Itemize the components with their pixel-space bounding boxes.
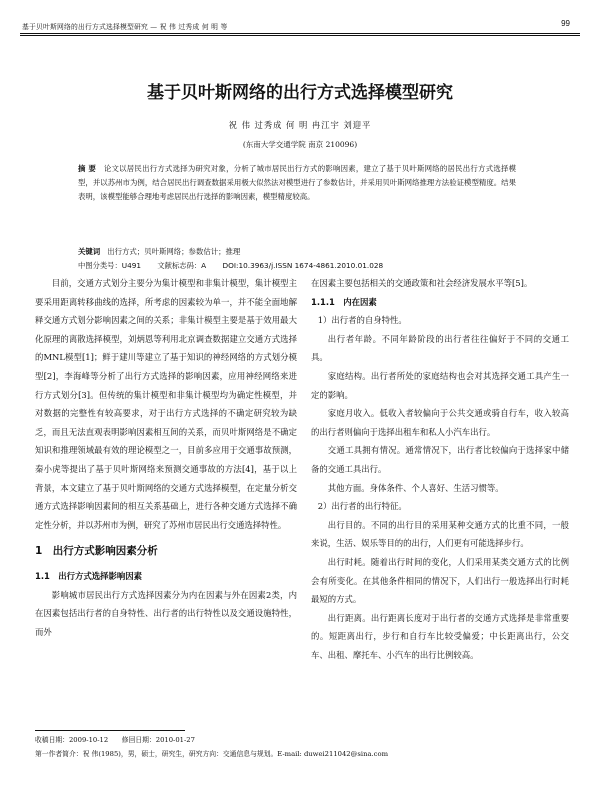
affiliation: (东南大学交通学院 南京 210096) — [242, 140, 358, 149]
body-paragraph: 出行者年龄。不同年龄阶段的出行者往往偏好于不同的交通工具。 — [311, 333, 569, 363]
abstract — [78, 162, 516, 204]
author-list: 祝 伟 过秀成 何 明 冉江宇 刘迎平 — [228, 120, 372, 130]
document-code: 文献标志码：A — [157, 261, 207, 270]
right-column — [311, 274, 569, 664]
paper-title: 基于贝叶斯网络的出行方式选择模型研究 — [147, 83, 453, 103]
abstract-text: 论文以居民出行方式选择为研究对象，分析了城市居民出行方式的影响因素，建立了基于贝叶斯网络的居民出行方式选择模型，并以苏州市为例，结合居民出行调查数据采用极大似然法对模型进行了参数估计，并采用贝叶斯网络推理方法验证模型精度。结果表明，该模型能够合理地考虑居民出行选择的影响因素，模型精度较高。 — [78, 164, 516, 201]
received-date: 收稿日期：2009-10-12 修回日期：2010-01-27 — [35, 736, 195, 744]
page-number: 99 — [561, 19, 570, 28]
body-paragraph: 目前，交通方式划分主要分为集计模型和非集计模型，集计模型主要采用距离转移曲线的选择，所考虑的因素较为单一，并不能全面地解释交通方式划分影响因素之间的关系；非集计模型主要是基于效用最大化原理的离散选择模型，刘炳恩等利用北京调查数据建立交通方式选择的MNL模型[1]；鲜于建川等建立了基于知识的神经网络的方式划分模型[2]，李海峰等分析了出行方式选择的影响因素，应用神经网络来进行方式划分[3]。但传统的集计模型和非集计模型均为确定性模型，并对数据的完整性有较高要求，对于出行方式选择的不确定研究较为缺乏，而且无法直观表明影响因素相互间的关系，而贝叶斯网络是不确定知识和推理领域最有效的理论模型之一，目前多应用于交通事故预测，秦小虎等提出了基于贝叶斯网络来预测交通事故的方法[4]，基于以上背景，本文建立了基于贝叶斯网络的交通方式选择模型，在定量分析交通方式选择影响因素间的相互关系基础上，进行各种交通方式选择不确定性分析，并以苏州市为例，研究了苏州市居民出行交通选择特性。 — [35, 278, 297, 530]
body-paragraph: 家庭结构。出行者所处的家庭结构也会对其选择交通工具产生一定的影响。 — [311, 370, 569, 400]
body-paragraph: 出行距离。出行距离长度对于出行者的交通方式选择是非常重要的。短距离出行，步行和自行车比较受偏爱；中长距离出行，公交车、出租、摩托车、小汽车的出行比例较高。 — [311, 612, 569, 660]
body-paragraph: 交通工具拥有情况。通常情况下，出行者比较偏向于选择家中储备的交通工具出行。 — [311, 445, 569, 474]
body-paragraph: 在因素主要包括相关的交通政策和社会经济发展水平等[5]。 — [311, 278, 533, 288]
section-heading: 1 出行方式影响因素分析 — [35, 545, 158, 558]
author-info: 第一作者简介：祝 伟(1985)，男，硕士，研究生，研究方向：交通信息与规划。E-mail: duwei211042@sina.com — [35, 750, 389, 758]
body-paragraph: 出行目的。不同的出行目的采用某种交通方式的比重不同，一般来说，生活、娱乐等目的的出行，人们更有可能选择步行。 — [311, 519, 569, 549]
header-rule — [20, 33, 580, 34]
subsection-heading: 1.1 出行方式选择影响因素 — [35, 570, 142, 581]
doi: DOI:10.3963/j.ISSN 1674-4861.2010.01.028 — [222, 261, 384, 270]
sub-item-heading: 1）出行者的自身特性。 — [317, 315, 407, 326]
clc-number: 中图分类号：U491 — [78, 261, 142, 270]
keywords-line — [78, 246, 518, 257]
running-header-title: 基于贝叶斯网络的出行方式选择模型研究 — 祝 伟 过秀成 何 明 等 — [22, 23, 228, 31]
keywords: 出行方式；贝叶斯网络；参数估计；推理 — [107, 247, 241, 256]
abstract-label: 摘 要 — [78, 164, 97, 173]
header-rule-thin — [20, 35, 580, 36]
sub-item-heading: 2）出行者的出行特征。 — [317, 501, 407, 512]
body-paragraph: 影响城市居民出行方式选择因素分为内在因素与外在因素2类，内在因素包括出行者的自身特性、出行者的出行特性以及交通设施特性，而外 — [35, 589, 297, 637]
subsection-heading: 1.1.1 内在因素 — [311, 296, 377, 307]
body-paragraph: 出行时耗。随着出行时间的变化，人们采用某类交通方式的比例会有所变化。在其他条件相同的情况下，人们出行一般选择出行时耗最短的方式。 — [311, 556, 569, 605]
body-paragraph: 其他方面。身体条件、个人喜好、生活习惯等。 — [327, 482, 504, 493]
classification-line — [78, 261, 538, 271]
footnote-rule — [35, 730, 185, 731]
left-column — [35, 274, 297, 641]
body-paragraph: 家庭月收入。低收入者较偏向于公共交通或骑自行车，收入较高的出行者则偏向于选择出租车和私人小汽车出行。 — [311, 408, 569, 437]
keywords-label: 关键词 — [78, 247, 101, 256]
